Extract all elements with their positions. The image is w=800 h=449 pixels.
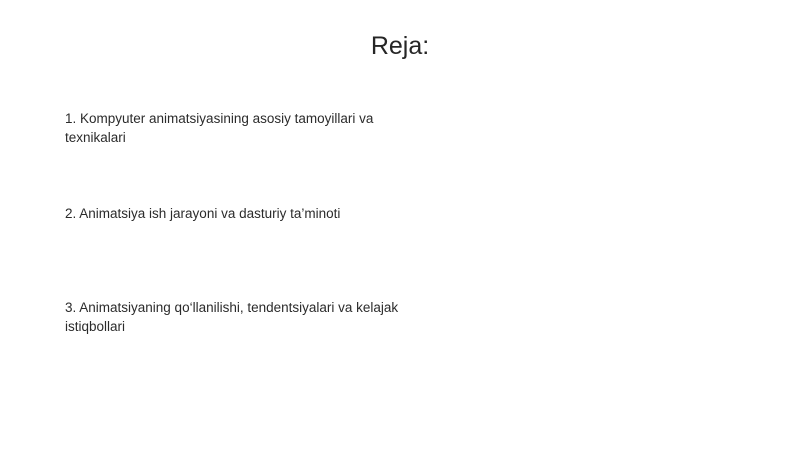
- agenda-item-1: 1. Kompyuter animatsiyasining asosiy tamoyillari va texnikalari: [65, 111, 374, 145]
- agenda-item-3: 3. Animatsiyaning qo‘llanilishi, tendentsiyalari va kelajak istiqbollari: [65, 300, 399, 334]
- slide-title: Reja:: [370, 32, 430, 60]
- agenda-item-2: 2. Animatsiya ish jarayoni va dasturiy ta’minoti: [65, 206, 341, 221]
